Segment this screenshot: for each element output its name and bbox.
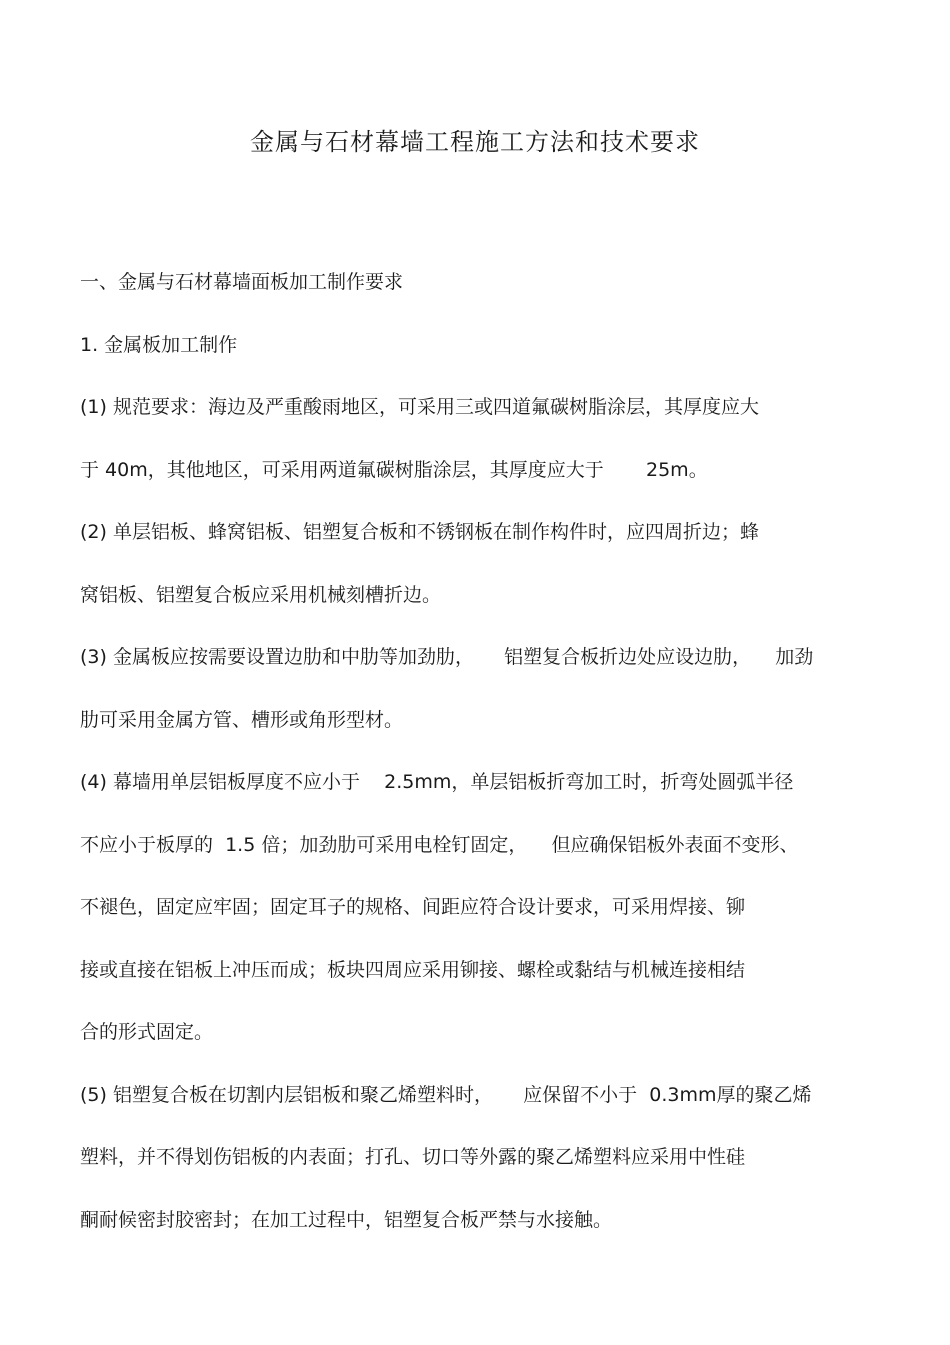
paragraph-line: (5) 铝塑复合板在切割内层铝板和聚乙烯塑料时， 应保留不小于 0.3mm厚的聚乙烯: [80, 1084, 812, 1106]
paragraph-line: (3) 金属板应按需要设置边肋和中肋等加劲肋， 铝塑复合板折边处应设边肋， 加劲: [80, 646, 814, 668]
paragraph-line: 肋可采用金属方管、槽形或角形型材。: [80, 709, 404, 731]
paragraph-line: 酮耐候密封胶密封；在加工过程中，铝塑复合板严禁与水接触。: [80, 1209, 613, 1231]
paragraph-line: (1) 规范要求：海边及严重酸雨地区，可采用三或四道氟碳树脂涂层，其厚度应大: [80, 396, 759, 418]
paragraph-line: 不应小于板厚的 1.5 倍；加劲肋可采用电栓钉固定， 但应确保铝板外表面不变形、: [80, 834, 799, 856]
paragraph-line: 接或直接在铝板上冲压而成；板块四周应采用铆接、螺栓或黏结与机械连接相结: [80, 959, 746, 981]
paragraph-line: 合的形式固定。: [80, 1021, 214, 1043]
paragraph-line: 塑料，并不得划伤铝板的内表面；打孔、切口等外露的聚乙烯塑料应采用中性硅: [80, 1146, 746, 1168]
paragraph-line: 于 40m，其他地区，可采用两道氟碳树脂涂层，其厚度应大于 25m。: [80, 459, 708, 481]
section-heading: 一、金属与石材幕墙面板加工制作要求: [80, 271, 404, 293]
paragraph-line: (2) 单层铝板、蜂窝铝板、铝塑复合板和不锈钢板在制作构件时，应四周折边；蜂: [80, 521, 759, 543]
paragraph-line: 不褪色，固定应牢固；固定耳子的规格、间距应符合设计要求，可采用焊接、铆: [80, 896, 746, 918]
subsection-heading: 1. 金属板加工制作: [80, 334, 238, 356]
paragraph-line: 窝铝板、铝塑复合板应采用机械刻槽折边。: [80, 584, 442, 606]
document-title: 金属与石材幕墙工程施工方法和技术要求: [250, 128, 700, 156]
paragraph-line: (4) 幕墙用单层铝板厚度不应小于 2.5mm，单层铝板折弯加工时，折弯处圆弧半径: [80, 771, 794, 793]
